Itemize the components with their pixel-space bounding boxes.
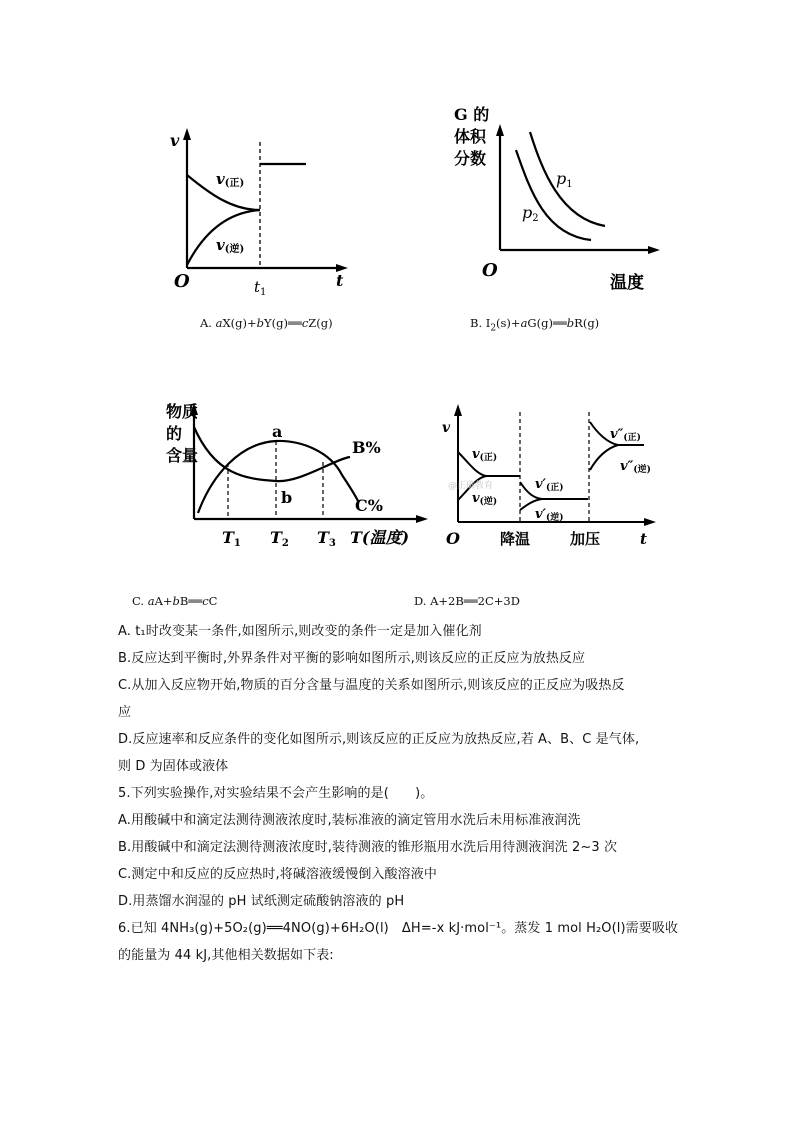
question-6-stem-line2: 的能量为 44 kJ,其他相关数据如下表: (118, 948, 334, 963)
fig-b-y-label-3: 分数 (454, 149, 487, 168)
fig-c-x-label: T(温度) (350, 528, 410, 547)
option-c-text-line2: 应 (118, 705, 132, 720)
fig-b-y-label-1: G 的 (454, 105, 490, 124)
fig-a-vreverse-label: v(逆) (216, 236, 245, 255)
fig-a-vforward-label: v(正) (216, 170, 245, 189)
fig-c-point-b: b (281, 488, 293, 507)
fig-b-p1-label: p1 (556, 169, 573, 190)
fig-d-vr-label: v(逆) (472, 491, 498, 507)
question-5-option-b: B.用酸碱中和滴定法测待测液浓度时,装待测液的锥形瓶用水洗后用待测液润洗 2~3 次 (118, 840, 618, 855)
option-c-text-line1: C.从加入反应物开始,物质的百分含量与温度的关系如图所示,则该反应的正反应为吸热反 (118, 678, 625, 693)
fig-c-y-label-3: 含量 (166, 446, 199, 465)
fig-c-y-label-1: 物质 (166, 402, 199, 421)
figure-b (450, 100, 670, 300)
fig-d-v1r-label: v′(逆) (535, 507, 564, 523)
fig-b-y-label-2: 体积 (454, 127, 487, 146)
figure-c (160, 395, 430, 555)
option-d-text-line2: 则 D 为固体或液体 (118, 759, 229, 774)
fig-b-caption: B. $I_2(s)+aG(g)══bR(g)$ (470, 316, 600, 334)
fig-d-v1f-label: v′(正) (535, 477, 564, 493)
fig-c-c-curve (198, 441, 358, 513)
fig-a-x-label: t (336, 271, 344, 290)
watermark-text: @正确教育 (448, 481, 494, 491)
figure-a (160, 120, 360, 300)
fig-b-x-label: 温度 (610, 273, 644, 293)
fig-a-origin: O (174, 271, 190, 292)
question-6-stem-line1: 6.已知 4NH₃(g)+5O₂(g)══4NO(g)+6H₂O(l) ΔH=-x kJ·mol⁻¹。蒸发 1 mol H₂O(l)需要吸收 (118, 921, 679, 936)
fig-b-p2-label: p2 (522, 203, 539, 224)
option-a-text: A. t₁时改变某一条件,如图所示,则改变的条件一定是加入催化剂 (118, 624, 482, 639)
fig-d-vf-label: v(正) (472, 447, 498, 463)
fig-d-pressure-label: 加压 (570, 530, 601, 548)
fig-d-caption: D. A+2B══2C+3D (414, 594, 520, 608)
fig-c-series-b-label: B% (352, 438, 381, 457)
fig-c-tick-t1: T1 (222, 528, 241, 549)
figure-d (440, 400, 670, 550)
option-d-text-line1: D.反应速率和反应条件的变化如图所示,则该反应的正反应为放热反应,若 A、B、C 是气体, (118, 732, 640, 747)
fig-b-p2-curve (516, 150, 591, 240)
fig-d-origin: O (446, 529, 460, 548)
option-b-text: B.反应达到平衡时,外界条件对平衡的影响如图所示,则该反应的正反应为放热反应 (118, 651, 586, 666)
fig-a-y-label: v (170, 131, 180, 150)
question-5-option-a: A.用酸碱中和滴定法测待测液浓度时,装标准液的滴定管用水洗后未用标准液润洗 (118, 813, 581, 828)
fig-c-point-a: a (272, 422, 283, 441)
fig-a-caption: A. aX(g)+bY(g)══cZ(g) (200, 316, 333, 330)
fig-d-y-label: v (442, 420, 451, 436)
fig-c-tick-t3: T3 (317, 528, 336, 549)
fig-c-y-label-2: 的 (166, 424, 183, 443)
question-5-option-d: D.用蒸馏水润湿的 pH 试纸测定硫酸钠溶液的 pH (118, 894, 405, 909)
fig-c-tick-t2: T2 (270, 528, 289, 549)
fig-a-t1-label: $t_1$ (254, 278, 267, 298)
question-5-stem: 5.下列实验操作,对实验结果不会产生影响的是( )。 (118, 786, 434, 801)
fig-b-origin: O (482, 260, 498, 281)
fig-c-series-c-label: C% (355, 496, 383, 515)
fig-c-caption: C. aA+bB══cC (132, 594, 218, 608)
fig-d-x-label: t (640, 530, 647, 548)
question-5-option-c: C.测定中和反应的反应热时,将碱溶液缓慢倒入酸溶液中 (118, 867, 437, 882)
fig-d-cooling-label: 降温 (500, 530, 531, 548)
fig-d-v2-reverse-curve (590, 445, 618, 470)
fig-d-v2f-label: v″(正) (610, 427, 641, 443)
fig-d-v2r-label: v″(逆) (620, 459, 651, 475)
